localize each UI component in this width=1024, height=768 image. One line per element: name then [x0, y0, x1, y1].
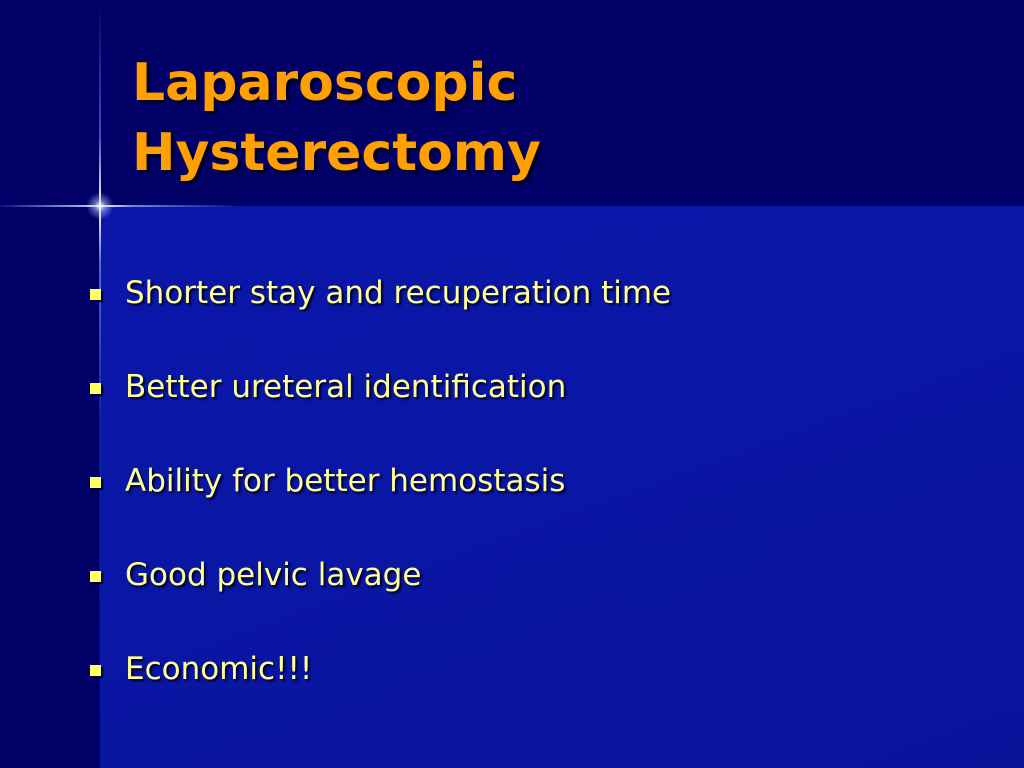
- bullet-item: [90, 550, 671, 644]
- bullet-item: [90, 362, 671, 456]
- square-bullet-icon: [90, 571, 101, 582]
- horizontal-light-line: [0, 205, 240, 207]
- title-line-1: Laparoscopic: [132, 53, 518, 113]
- square-bullet-icon: [90, 665, 101, 676]
- title-line-2: Hysterectomy: [132, 123, 541, 183]
- bullet-text: Shorter stay and recuperation time: [125, 275, 672, 311]
- bullet-item: [90, 456, 671, 550]
- square-bullet-icon: [90, 289, 101, 300]
- sparkle-cross-icon: [86, 192, 114, 220]
- bullet-item: [90, 268, 671, 362]
- left-margin-strip: [0, 206, 100, 768]
- bullet-text: Economic!!!: [125, 651, 313, 687]
- slide-title: [132, 48, 541, 188]
- square-bullet-icon: [90, 383, 101, 394]
- square-bullet-icon: [90, 477, 101, 488]
- bullet-text: Good pelvic lavage: [125, 557, 422, 593]
- bullet-list: [90, 268, 671, 738]
- bullet-item: [90, 644, 671, 738]
- bullet-text: Ability for better hemostasis: [125, 463, 566, 499]
- bullet-text: Better ureteral identification: [125, 369, 567, 405]
